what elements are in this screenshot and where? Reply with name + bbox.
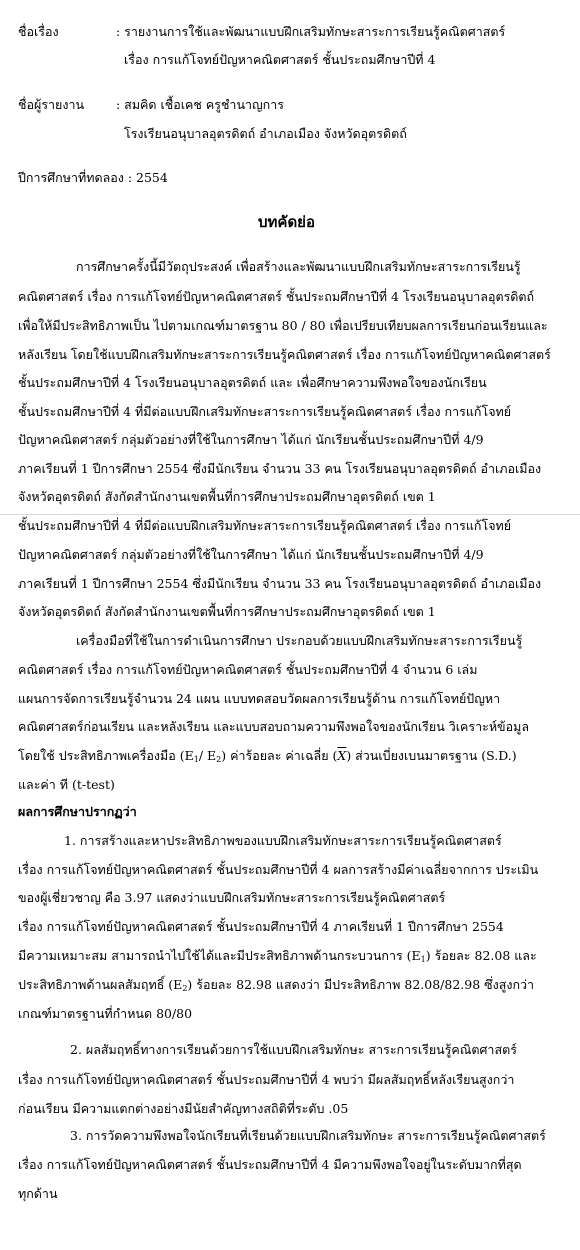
text-line: หลังเรียน โดยใช้แบบฝึกเสริมทักษะสาระการเรียนรู้คณิตศาสตร์ เรื่อง การแก้โจทย์ปัญหาคณิตศาสตร์ [18, 347, 551, 362]
text-line: ของผู้เชี่ยวชาญ คือ 3.97 แสดงว่าแบบฝึกเสริมทักษะสาระการเรียนรู้คณิตศาสตร์ [18, 890, 446, 905]
academic-year-line: ปีการศึกษาที่ทดลอง : 2554 [18, 170, 168, 185]
text-line: เรื่อง การแก้โจทย์ปัญหาคณิตศาสตร์ ชั้นประถมศึกษาปีที่ 4 มีความพึงพอใจอยู่ในระดับมากที่สุด [18, 1157, 522, 1172]
text-line: คณิตศาสตร์ก่อนเรียน และหลังเรียน และแบบสอบถามความพึงพอใจของนักเรียน วิเคราะห์ข้อมูล [18, 719, 530, 734]
author-label: ชื่อผู้รายงาน [18, 97, 85, 112]
text-fragment: / E [198, 748, 217, 763]
title-line-2: เรื่อง การแก้โจทย์ปัญหาคณิตศาสตร์ ชั้นประถมศึกษาปีที่ 4 [124, 52, 436, 67]
text-line: ชั้นประถมศึกษาปีที่ 4 โรงเรียนอนุบาลอุตรดิตถ์ และ เพื่อศึกษาความพึงพอใจของนักเรียน [18, 375, 487, 390]
text-line: 1. การสร้างและหาประสิทธิภาพของแบบฝึกเสริมทักษะสาระการเรียนรู้คณิตศาสตร์ [64, 833, 502, 848]
text-fragment: มีความเหมาะสม สามารถนำไปใช้ได้และมีประสิทธิภาพด้านกระบวนการ (E [18, 948, 421, 963]
text-line [18, 948, 537, 964]
text-line: ก่อนเรียน มีความแตกต่างอย่างมีนัยสำคัญทางสถิติที่ระดับ .05 [18, 1101, 349, 1116]
text-line: เพื่อให้มีประสิทธิภาพเป็น ไปตามเกณฑ์มาตรฐาน 80 / 80 เพื่อเปรียบเทียบผลการเรียนก่อนเรียนและ [18, 318, 548, 333]
stats-line [18, 748, 517, 764]
text-line: แผนการจัดการเรียนรู้จำนวน 24 แผน แบบทดสอบวัดผลการเรียนรู้ด้าน การแก้โจทย์ปัญหา [18, 691, 501, 706]
text-line: 3. การวัดความพึงพอใจนักเรียนที่เรียนด้วยแบบฝึกเสริมทักษะ สาระการเรียนรู้คณิตศาสตร์ [70, 1128, 546, 1143]
text-line: เครื่องมือที่ใช้ในการดำเนินการศึกษา ประกอบด้วยแบบฝึกเสริมทักษะสาระการเรียนรู้ [76, 633, 523, 648]
text-line: เรื่อง การแก้โจทย์ปัญหาคณิตศาสตร์ ชั้นประถมศึกษาปีที่ 4 พบว่า มีผลสัมฤทธิ์หลังเรียนสูงกว่า [18, 1072, 515, 1087]
author-line-1: : สมคิด เชื้อเคช ครูชำนาญการ [116, 97, 284, 112]
text-line: จังหวัดอุตรดิตถ์ สังกัดสำนักงานเขตพื้นที่การศึกษาประถมศึกษาอุตรดิตถ์ เขต 1 [18, 489, 436, 504]
text-fragment: ) ส่วนเบี่ยงเบนมาตรฐาน (S.D.) [346, 748, 517, 763]
page-break-divider [0, 514, 580, 515]
text-line: การศึกษาครั้งนี้มีวัตถุประสงค์ เพื่อสร้างและพัฒนาแบบฝึกเสริมทักษะสาระการเรียนรู้ [76, 259, 521, 274]
text-line [18, 977, 534, 993]
subscript: 2 [216, 755, 222, 764]
text-line: ชั้นประถมศึกษาปีที่ 4 ที่มีต่อแบบฝึกเสริมทักษะสาระการเรียนรู้คณิตศาสตร์ เรื่อง การแก้โจทย์ [18, 518, 512, 533]
author-line-2: โรงเรียนอนุบาลอุตรดิตถ์ อำเภอเมือง จังหวัดอุตรดิตถ์ [124, 126, 407, 141]
text-line: เรื่อง การแก้โจทย์ปัญหาคณิตศาสตร์ ชั้นประถมศึกษาปีที่ 4 ผลการสร้างมีค่าเฉลี่ยจากการ ประเมิน [18, 862, 539, 877]
text-line: เรื่อง การแก้โจทย์ปัญหาคณิตศาสตร์ ชั้นประถมศึกษาปีที่ 4 ภาคเรียนที่ 1 ปีการศึกษา 2554 [18, 919, 504, 934]
text-fragment: ) ค่าร้อยละ ค่าเฉลี่ย ( [221, 748, 338, 763]
text-line: จังหวัดอุตรดิตถ์ สังกัดสำนักงานเขตพื้นที่การศึกษาประถมศึกษาอุตรดิตถ์ เขต 1 [18, 604, 436, 619]
text-fragment: ) ร้อยละ 82.08 และ [425, 948, 537, 963]
text-line: ปัญหาคณิตศาสตร์ กลุ่มตัวอย่างที่ใช้ในการศึกษา ได้แก่ นักเรียนชั้นประถมศึกษาปีที่ 4/9 [18, 547, 484, 562]
subscript: 1 [420, 955, 426, 964]
text-line: ภาคเรียนที่ 1 ปีการศึกษา 2554 ซึ่งมีนักเรียน จำนวน 33 คน โรงเรียนอนุบาลอุตรดิตถ์ อำเภอเมือง [18, 576, 542, 591]
text-line: ชั้นประถมศึกษาปีที่ 4 ที่มีต่อแบบฝึกเสริมทักษะสาระการเรียนรู้คณิตศาสตร์ เรื่อง การแก้โจทย์ [18, 404, 512, 419]
text-line: และค่า ที (t-test) [18, 777, 115, 792]
text-line: ปัญหาคณิตศาสตร์ กลุ่มตัวอย่างที่ใช้ในการศึกษา ได้แก่ นักเรียนชั้นประถมศึกษาปีที่ 4/9 [18, 432, 484, 447]
text-line: ทุกด้าน [18, 1186, 58, 1201]
text-line: คณิตศาสตร์ เรื่อง การแก้โจทย์ปัญหาคณิตศาสตร์ ชั้นประถมศึกษาปีที่ 4 จำนวน 6 เล่ม [18, 662, 478, 677]
title-label: ชื่อเรื่อง [18, 24, 59, 39]
title-line-1: : รายงานการใช้และพัฒนาแบบฝึกเสริมทักษะสาระการเรียนรู้คณิตศาสตร์ [116, 24, 506, 39]
text-line: ภาคเรียนที่ 1 ปีการศึกษา 2554 ซึ่งมีนักเรียน จำนวน 33 คน โรงเรียนอนุบาลอุตรดิตถ์ อำเภอเมือง [18, 461, 542, 476]
text-fragment: ) ร้อยละ 82.98 แสดงว่า มีประสิทธิภาพ 82.08/82.98 ซึ่งสูงกว่า [187, 977, 535, 992]
text-line: เกณฑ์มาตรฐานที่กำหนด 80/80 [18, 1006, 193, 1021]
results-heading: ผลการศึกษาปรากฏว่า [18, 804, 137, 819]
subscript: 2 [182, 984, 188, 993]
subscript: 1 [193, 755, 199, 764]
text-line: 2. ผลสัมฤทธิ์ทางการเรียนด้วยการใช้แบบฝึกเสริมทักษะ สาระการเรียนรู้คณิตศาสตร์ [70, 1042, 517, 1057]
text-fragment: โดยใช้ ประสิทธิภาพเครื่องมือ (E [18, 748, 194, 763]
abstract-title: บทคัดย่อ [258, 213, 315, 231]
text-line: คณิตศาสตร์ เรื่อง การแก้โจทย์ปัญหาคณิตศาสตร์ ชั้นประถมศึกษาปีที่ 4 โรงเรียนอนุบาลอุตรดิตถ์ [18, 289, 535, 304]
mean-symbol: $\overline{X}$ [337, 748, 347, 763]
text-fragment: ประสิทธิภาพด้านผลสัมฤทธิ์ (E [18, 977, 183, 992]
